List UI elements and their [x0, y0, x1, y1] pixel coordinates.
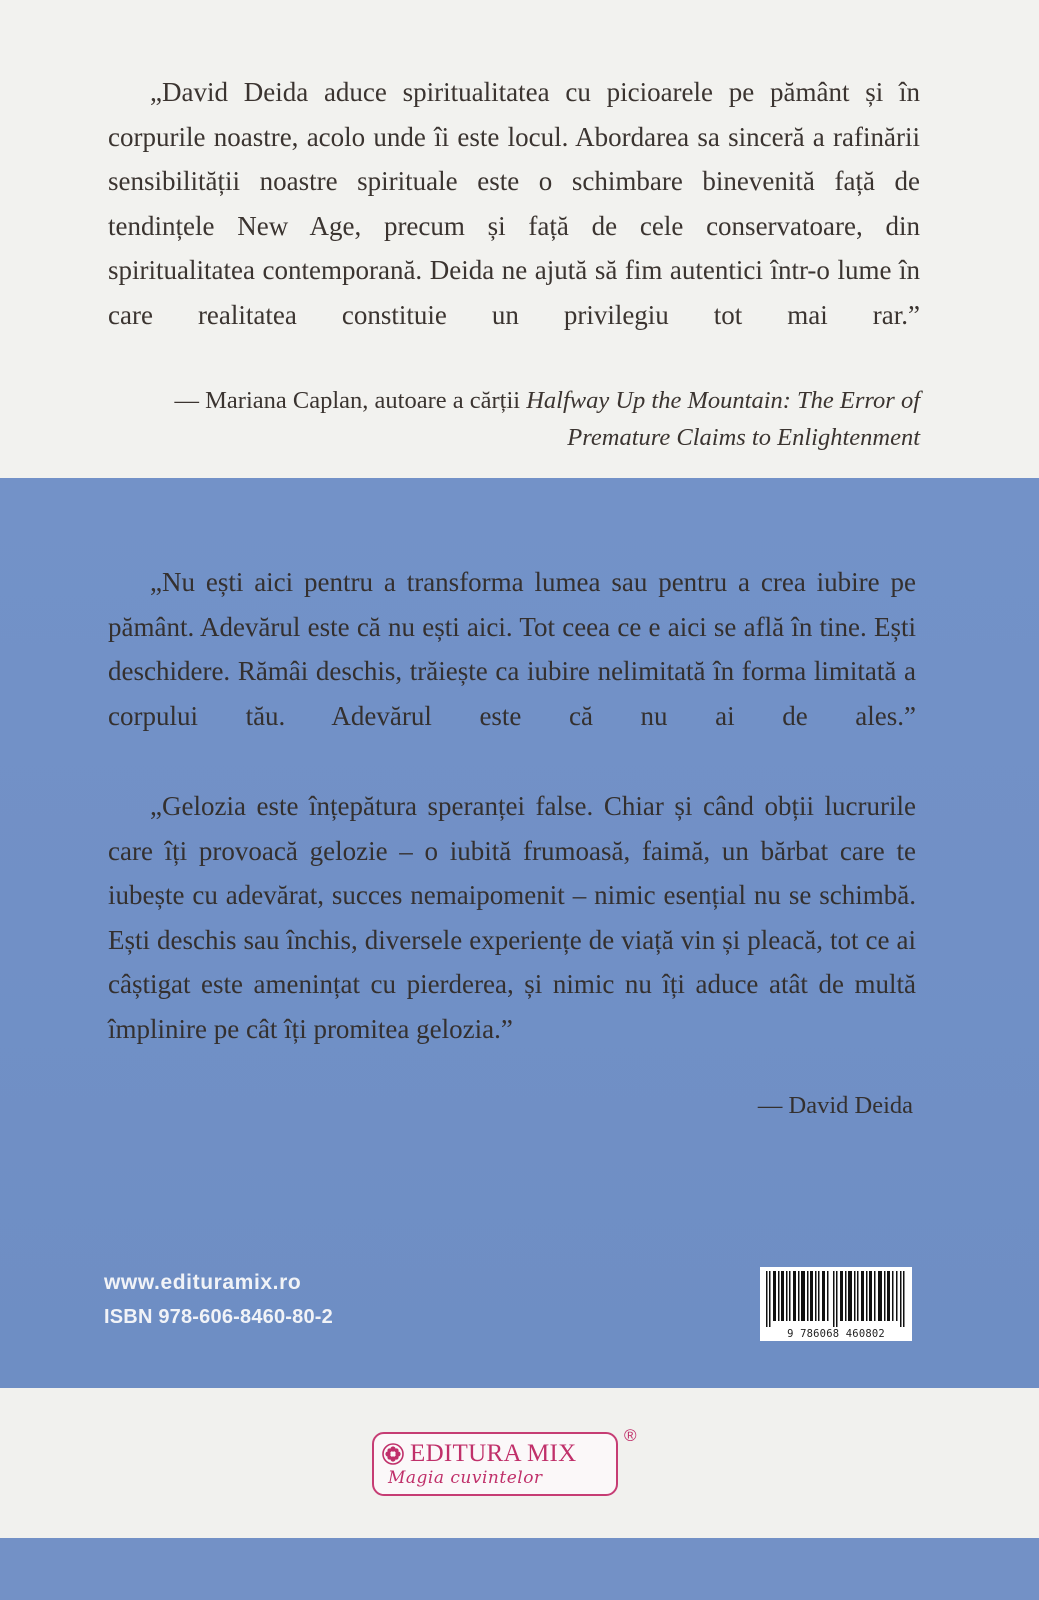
endorsement-quote-text: „David Deida aduce spiritualitatea cu picioarele pe pământ și în corpurile noastre, acolo unde îi este locul. Abordarea sa sinceră a rafinării sensibilității noastre spirituale este o schimbare binevenită față de tendințele New Age, precum și față de cele conservatoare, din spiritualitatea contemporană. Deida ne ajută să fim autentici într-o lume în care realitatea constituie un privilegiu tot mai rar.”	[108, 77, 920, 330]
barcode	[760, 1267, 912, 1341]
isbn-number: ISBN 978-606-8460-80-2	[104, 1306, 333, 1328]
top-panel	[0, 0, 1039, 478]
quote-text: „Gelozia este înțepătura speranței false. Chiar și când obții lucrurile care îți provoacă gelozie – o iubită frumoasă, faimă, un bărbat care te iubește cu adevărat, succes nemaipomenit – nimic esențial nu se schimbă. Ești deschis sau închis, diversele experiențe de viață vin și pleacă, tot ce ai câștigat este amenințat cu pierderea, și nimic nu îți aduce atât de multă împlinire pe cât îți promitea gelozia.”	[108, 791, 916, 1044]
logo-main-row	[382, 1440, 576, 1468]
endorsement-quote	[108, 70, 920, 337]
publisher-info	[104, 1266, 333, 1334]
endorsement-author: — Mariana Caplan, autoare a cărții	[174, 387, 521, 414]
barcode-number: 9 786068 460802	[787, 1328, 885, 1340]
publisher-name: EDITURA MIX	[410, 1440, 577, 1467]
quotes-attribution: — David Deida	[757, 1092, 913, 1119]
endorsement-attribution	[160, 382, 920, 456]
publisher-logo	[372, 1432, 618, 1496]
website-link[interactable]: www.edituramix.ro	[104, 1271, 302, 1294]
bottom-blue-strip	[0, 1538, 1039, 1600]
registered-trademark: ®	[624, 1426, 637, 1445]
blue-panel	[0, 478, 1039, 1388]
publisher-tagline: Magia cuvintelor	[388, 1468, 543, 1488]
publisher-panel	[0, 1388, 1039, 1538]
flower-icon	[382, 1443, 404, 1465]
quote-block-1	[108, 560, 916, 738]
barcode-bars-icon	[760, 1267, 912, 1327]
endorsement-book-title: Halfway Up the Mountain: The Error of Premature Claims to Enlightenment	[526, 387, 920, 451]
quote-block-2	[108, 784, 916, 1051]
quote-text: „Nu ești aici pentru a transforma lumea sau pentru a crea iubire pe pământ. Adevărul este că nu ești aici. Tot ceea ce e aici se află în tine. Ești deschidere. Rămâi deschis, trăiește ca iubire nelimitată în forma limitată a corpului tău. Adevărul este că nu ai de ales.”	[108, 567, 916, 731]
